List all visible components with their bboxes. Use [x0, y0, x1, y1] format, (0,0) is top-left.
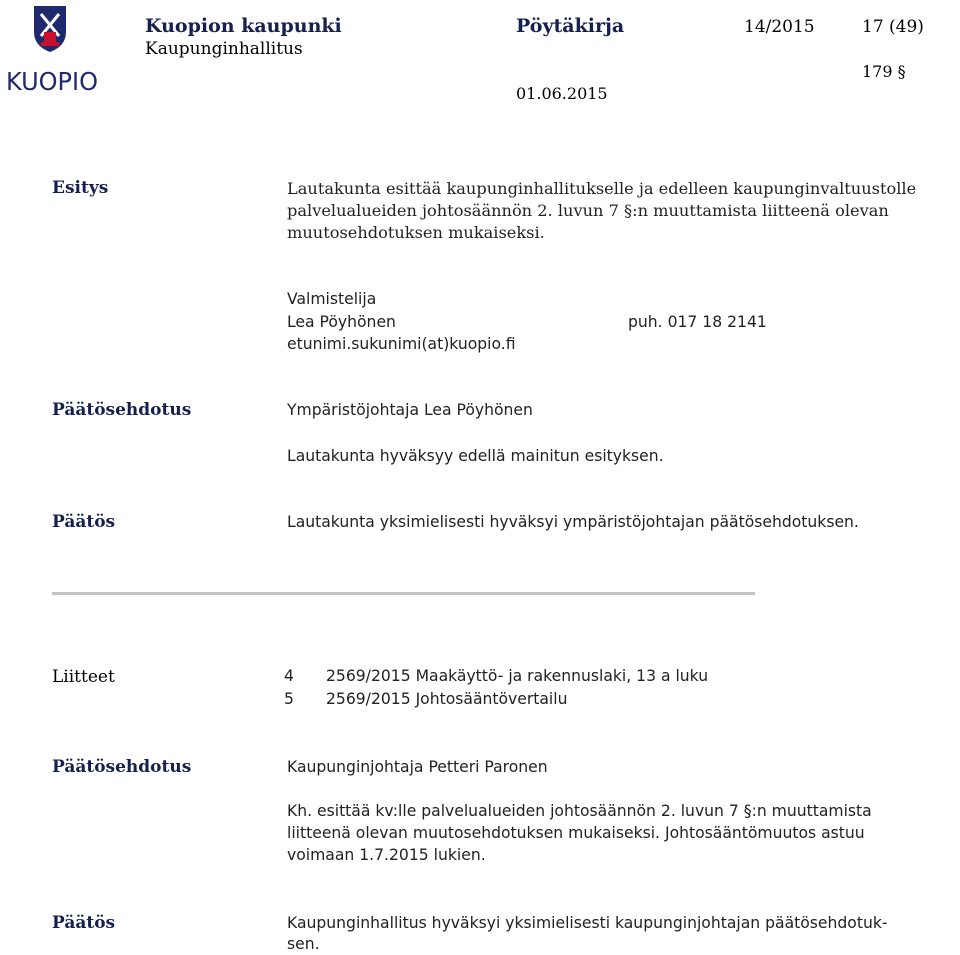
esitys-line-3: muutosehdotuksen mukaiseksi. — [287, 223, 545, 242]
coat-of-arms-icon — [34, 6, 66, 52]
section-number: 179 § — [862, 62, 906, 81]
valmistelija-title: Valmistelija — [287, 290, 377, 308]
doc-type: Pöytäkirja — [516, 15, 625, 37]
logo-wordmark: KUOPIO — [6, 67, 98, 96]
body-name: Kaupunginhallitus — [145, 39, 303, 59]
esitys-line-1: Lautakunta esittää kaupunginhallitukselle ja edelleen kaupunginvaltuustolle — [287, 179, 917, 198]
valmistelija-phone: puh. 017 18 2141 — [628, 313, 767, 331]
esitys-label: Esitys — [52, 178, 109, 198]
paatosehdotus-proposer-1: Ympäristöjohtaja Lea Pöyhönen — [287, 401, 533, 419]
paatosehdotus-line-3: voimaan 1.7.2015 lukien. — [287, 846, 486, 864]
paatos-line-1: Kaupunginhallitus hyväksyi yksimielisesti kaupunginjohtajan päätösehdotuk- — [287, 914, 888, 932]
page-number: 17 (49) — [862, 17, 924, 37]
valmistelija-email: etunimi.sukunimi(at)kuopio.fi — [287, 335, 516, 353]
paatos-line-2: sen. — [287, 935, 320, 953]
esitys-line-2: palvelualueiden johtosäännön 2. luvun 7 §:n muuttamista liitteenä olevan — [287, 201, 889, 220]
paatos-label-2: Päätös — [52, 913, 116, 933]
doc-number: 14/2015 — [744, 17, 815, 37]
kuopio-logo — [4, 2, 100, 96]
paatosehdotus-label-1: Päätösehdotus — [52, 400, 192, 420]
paatosehdotus-text-1: Lautakunta hyväksyy edellä mainitun esityksen. — [287, 447, 664, 465]
paatos-text-1: Lautakunta yksimielisesti hyväksyi ympäristöjohtajan päätösehdotuksen. — [287, 513, 859, 531]
org-name: Kuopion kaupunki — [145, 15, 342, 37]
paatos-label-1: Päätös — [52, 512, 116, 532]
meeting-date: 01.06.2015 — [516, 84, 608, 103]
section-divider — [52, 592, 755, 595]
attachment-number-4: 4 — [284, 667, 294, 685]
paatosehdotus-line-2: liitteenä olevan muutosehdotuksen mukaiseksi. Johtosääntömuutos astuu — [287, 824, 865, 842]
attachment-title-5: 2569/2015 Johtosääntövertailu — [326, 690, 568, 708]
valmistelija-name: Lea Pöyhönen — [287, 313, 396, 331]
paatosehdotus-label-2: Päätösehdotus — [52, 757, 192, 777]
paatosehdotus-line-1: Kh. esittää kv:lle palvelualueiden johtosäännön 2. luvun 7 §:n muuttamista — [287, 802, 872, 820]
liitteet-label: Liitteet — [52, 667, 115, 687]
attachment-title-4: 2569/2015 Maakäyttö- ja rakennuslaki, 13 a luku — [326, 667, 709, 685]
attachment-number-5: 5 — [284, 690, 294, 708]
paatosehdotus-proposer-2: Kaupunginjohtaja Petteri Paronen — [287, 758, 548, 776]
